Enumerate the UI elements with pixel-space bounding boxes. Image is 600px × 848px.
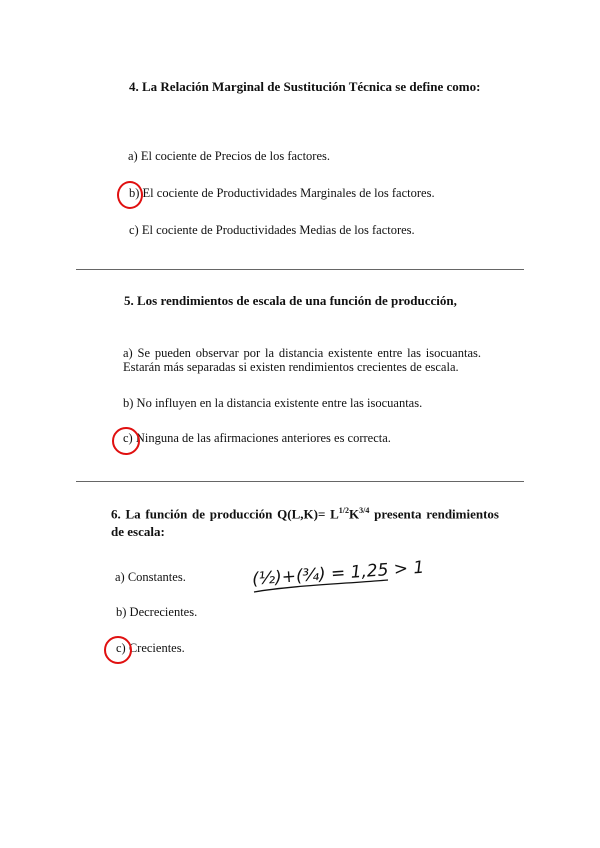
exponent-K: 3/4 — [359, 506, 370, 515]
q4-option-c: c) El cociente de Productividades Medias de los factores. — [129, 223, 415, 237]
section-divider — [76, 269, 524, 270]
question-5-title: 5. Los rendimientos de escala de una función de producción, — [124, 293, 457, 308]
q4-option-a: a) El cociente de Precios de los factores. — [128, 149, 330, 163]
q6-option-c: c) Crecientes. — [116, 641, 185, 655]
q6-title-mid: K — [349, 506, 360, 522]
q4-option-b: b) El cociente de Productividades Marginales de los factores. — [129, 186, 435, 200]
question-6-title — [111, 502, 499, 541]
handwritten-note: (½)+(¾) = 1,25 > 1 — [251, 557, 425, 590]
q6-option-b: b) Decrecientes. — [116, 605, 198, 619]
q6-option-a: a) Constantes. — [115, 570, 186, 584]
q5-option-b: b) No influyen en la distancia existente entre las isocuantas. — [123, 396, 423, 410]
answer-circle-q5 — [112, 427, 140, 455]
q5-option-c: c) Ninguna de las afirmaciones anteriores es correcta. — [123, 431, 391, 445]
q6-title-part2: presenta rendimientos de escala: — [111, 506, 499, 540]
section-divider — [76, 481, 524, 482]
q6-title-part1: 6. La función de producción Q(L,K)= L — [111, 506, 339, 522]
question-4-title: 4. La Relación Marginal de Sustitución Técnica se define como: — [129, 79, 481, 94]
handwritten-calculation — [248, 556, 425, 598]
exponent-L: 1/2 — [338, 506, 350, 515]
answer-circle-q6 — [104, 636, 132, 664]
answer-circle-q4 — [117, 181, 143, 209]
q5-option-a: a) Se pueden observar por la distancia existente entre las isocuantas. Estarán más separadas si existen rendimientos crecientes de escala. — [123, 346, 481, 374]
